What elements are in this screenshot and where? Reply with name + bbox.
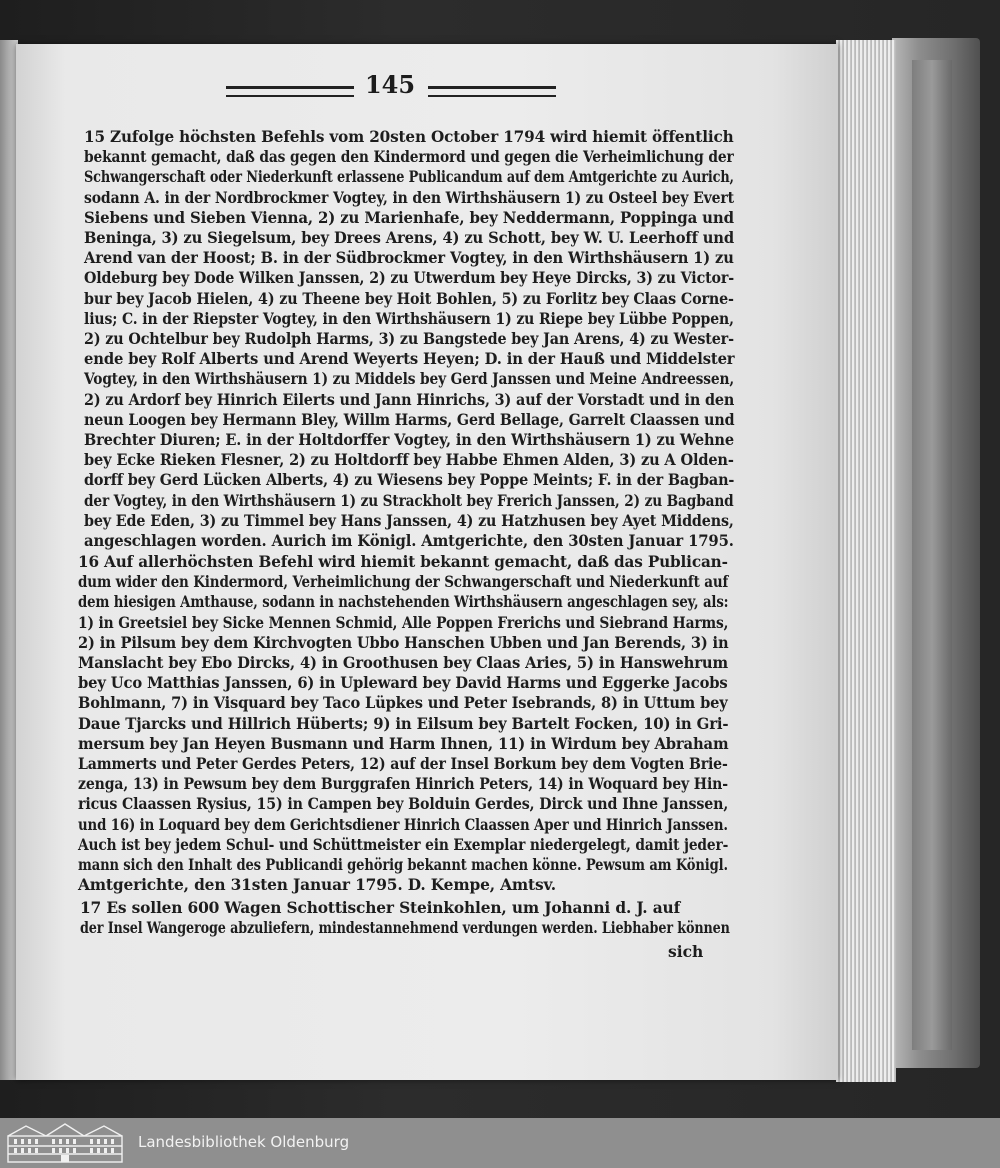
- text-line: 1) in Greetsiel bey Sicke Mennen Schmid, Alle Poppen Frerichs und Siebrand Harms,: [78, 613, 729, 632]
- text-line: der Vogtey, in den Wirthshäusern 1) zu Strackholt bey Frerich Janssen, 2) zu Bagband: [84, 491, 734, 510]
- text-line: Brechter Diuren; E. in der Holtdorffer Vogtey, in den Wirthshäusern 1) zu Wehne: [84, 431, 734, 450]
- text-line: Schwangerschaft oder Niederkunft erlassene Publicandum auf dem Amtgerichte zu Aurich,: [84, 168, 734, 187]
- text-line: 15 Zufolge höchsten Befehls vom 20sten October 1794 wird hiemit öffentlich: [84, 128, 734, 146]
- text-line: angeschlagen worden. Aurich im Königl. Amtgerichte, den 30sten Januar 1795.: [84, 532, 734, 551]
- text-line: mersum bey Jan Heyen Busmann und Harm Ihnen, 11) in Wirdum bey Abraham: [78, 734, 729, 753]
- footer-bar: [0, 1118, 1000, 1168]
- text-line: mann sich den Inhalt des Publicandi gehörig bekannt machen könne. Pewsum am Königl.: [78, 856, 728, 875]
- page-edges: [836, 40, 896, 1082]
- header-rule-right: [428, 86, 556, 97]
- text-line: dorff bey Gerd Lücken Alberts, 4) zu Wiesens bey Poppe Meints; F. in der Bagban-: [84, 471, 735, 490]
- book-cover-inner: [912, 60, 952, 1050]
- text-line: sodann A. in der Nordbrockmer Vogtey, in den Wirthshäusern 1) zu Osteel bey Evert: [84, 188, 734, 207]
- text-line: Oldeburg bey Dode Wilken Janssen, 2) zu Utwerdum bey Heye Dircks, 3) zu Victor-: [84, 269, 735, 288]
- text-line: und 16) in Loquard bey dem Gerichtsdiener Hinrich Claassen Aper und Hinrich Janssen.: [78, 815, 728, 834]
- text-line: bey Uco Matthias Janssen, 6) in Upleward bey David Harms und Eggerke Jacobs: [78, 674, 728, 693]
- text-line: 2) zu Ardorf bey Hinrich Eilerts und Jann Hinrichs, 3) auf der Vorstadt und in den: [84, 390, 735, 409]
- text-line: Arend van der Hoost; B. in der Südbrockmer Vogtey, in den Wirthshäusern 1) zu: [84, 249, 734, 268]
- text-line: Amtgerichte, den 31sten Januar 1795. D. Kempe, Amtsv.: [78, 876, 556, 895]
- library-building-icon: [6, 1122, 124, 1164]
- text-line: ricus Claassen Rysius, 15) in Campen bey Bolduin Gerdes, Dirck und Ihne Janssen,: [78, 795, 729, 814]
- page-number: 145: [364, 70, 416, 99]
- text-line: 2) in Pilsum bey dem Kirchvogten Ubbo Hanschen Ubben und Jan Berends, 3) in: [78, 633, 729, 652]
- text-line: 17 Es sollen 600 Wagen Schottischer Steinkohlen, um Johanni d. J. auf: [80, 899, 681, 917]
- text-line: zenga, 13) in Pewsum bey dem Burggrafen Hinrich Peters, 14) in Woquard bey Hin-: [78, 775, 728, 794]
- paragraph-17: [80, 898, 730, 938]
- catchword: sich: [668, 942, 704, 961]
- text-line: Daue Tjarcks und Hillrich Hüberts; 9) in Eilsum bey Bartelt Focken, 10) in Gri-: [78, 714, 729, 733]
- text-line: bey Ecke Rieken Flesner, 2) zu Holtdorff bey Habbe Ehmen Alden, 3) zu A Olden-: [84, 451, 734, 470]
- text-line: Vogtey, in den Wirthshäusern 1) zu Middels bey Gerd Janssen und Meine Andreessen,: [84, 370, 734, 389]
- text-line: der Insel Wangeroge abzuliefern, mindestannehmend verdungen werden. Liebhaber können: [80, 919, 730, 938]
- text-line: 2) zu Ochtelbur bey Rudolph Harms, 3) zu Bangstede bey Jan Arens, 4) zu Wester-: [84, 330, 734, 349]
- text-line: dum wider den Kindermord, Verheimlichung der Schwangerschaft und Niederkunft auf: [78, 573, 729, 592]
- text-line: ende bey Rolf Alberts und Arend Weyerts Heyen; D. in der Hauß und Middelster: [84, 350, 735, 369]
- text-line: bur bey Jacob Hielen, 4) zu Theene bey Hoit Bohlen, 5) zu Forlitz bey Claas Corne-: [84, 289, 734, 308]
- page-header: [210, 70, 570, 104]
- text-line: Lammerts und Peter Gerdes Peters, 12) auf der Insel Borkum bey dem Vogten Brie-: [78, 755, 728, 774]
- text-line: lius; C. in der Riepster Vogtey, in den Wirthshäusern 1) zu Riepe bey Lübbe Poppen,: [84, 309, 734, 328]
- text-line: Bohlmann, 7) in Visquard bey Taco Lüpkes und Peter Isebrands, 8) in Uttum bey: [78, 694, 728, 713]
- text-line: Siebens und Sieben Vienna, 2) zu Marienhafe, bey Neddermann, Poppinga und: [84, 208, 734, 227]
- text-line: 16 Auf allerhöchsten Befehl wird hiemit bekannt gemacht, daß das Publican-: [78, 553, 728, 571]
- text-line: bekannt gemacht, daß das gegen den Kindermord und gegen die Verheimlichung der: [84, 148, 734, 167]
- text-line: bey Ede Eden, 3) zu Timmel bey Hans Janssen, 4) zu Hatzhusen bey Ayet Middens,: [84, 511, 734, 530]
- paragraph-15: [84, 127, 734, 551]
- text-line: Manslacht bey Ebo Dircks, 4) in Groothusen bey Claas Aries, 5) in Hanswehrum: [78, 654, 728, 673]
- text-line: Auch ist bey jedem Schul- und Schüttmeister ein Exemplar niedergelegt, damit jeder-: [78, 835, 729, 854]
- paragraph-16: [78, 552, 728, 895]
- footer-library-name[interactable]: Landesbibliothek Oldenburg: [138, 1133, 350, 1151]
- text-line: neun Loogen bey Hermann Bley, Willm Harms, Gerd Bellage, Garrelt Claassen und: [84, 410, 735, 429]
- header-rule-left: [226, 86, 354, 97]
- text-line: dem hiesigen Amthause, sodann in nachstehenden Wirthshäusern angeschlagen sey, als:: [78, 593, 729, 612]
- text-line: Beninga, 3) zu Siegelsum, bey Drees Arens, 4) zu Schott, bey W. U. Leerhoff und: [84, 229, 735, 248]
